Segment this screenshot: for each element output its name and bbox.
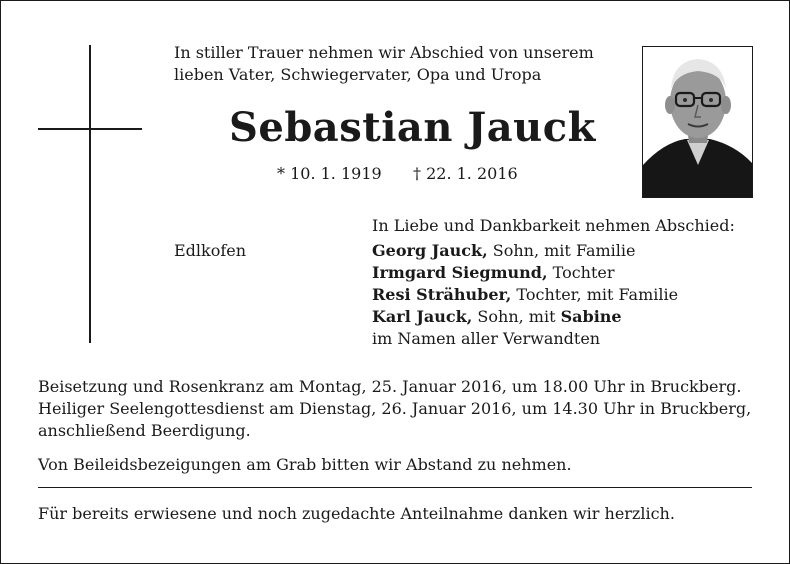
residence-place: Edlkofen — [174, 241, 247, 260]
mourner-relation: Tochter, mit Familie — [511, 285, 679, 304]
mourner-name: Karl Jauck, — [372, 307, 473, 326]
intro-line-1: In stiller Trauer nehmen wir Abschied von unserem — [174, 43, 594, 62]
mourner-relation: Tochter — [547, 263, 615, 282]
mourner-extra-name: Sabine — [560, 307, 622, 326]
mourner-relation: Sohn, mit Familie — [487, 241, 636, 260]
mourner-name: Irmgard Siegmund, — [372, 263, 548, 282]
cross-icon-horizontal — [38, 128, 142, 130]
mourner-entry — [372, 240, 635, 262]
mourner-relation: Sohn, mit — [472, 307, 561, 326]
condolence-note: Von Beileidsbezeigungen am Grab bitten wir Abstand zu nehmen. — [38, 455, 572, 474]
funeral-line-1: Beisetzung und Rosenkranz am Montag, 25. Januar 2016, um 18.00 Uhr in Bruckberg. — [38, 377, 742, 396]
mourners-closing: im Namen aller Verwandten — [372, 329, 601, 348]
deceased-name: Sebastian Jauck — [229, 104, 596, 151]
mourner-entry — [372, 306, 622, 328]
intro-line-2: lieben Vater, Schwiegervater, Opa und Uropa — [174, 65, 542, 84]
divider-line — [38, 487, 752, 488]
portrait-photo — [642, 46, 753, 198]
funeral-line-2: Heiliger Seelengottesdienst am Dienstag, 26. Januar 2016, um 14.30 Uhr in Bruckberg, — [38, 399, 752, 418]
mourners-heading: In Liebe und Dankbarkeit nehmen Abschied: — [372, 216, 735, 235]
thanks-note: Für bereits erwiesene und noch zugedachte Anteilnahme danken wir herzlich. — [38, 504, 675, 523]
mourner-entry — [372, 262, 615, 284]
funeral-line-3: anschließend Beerdigung. — [38, 421, 251, 440]
mourner-name: Georg Jauck, — [372, 241, 488, 260]
mourner-entry — [372, 284, 678, 306]
death-date: † 22. 1. 2016 — [413, 164, 518, 183]
portrait-image — [643, 47, 752, 197]
mourner-name: Resi Strähuber, — [372, 285, 512, 304]
birth-date: * 10. 1. 1919 — [277, 164, 382, 183]
cross-icon-vertical — [89, 45, 91, 343]
